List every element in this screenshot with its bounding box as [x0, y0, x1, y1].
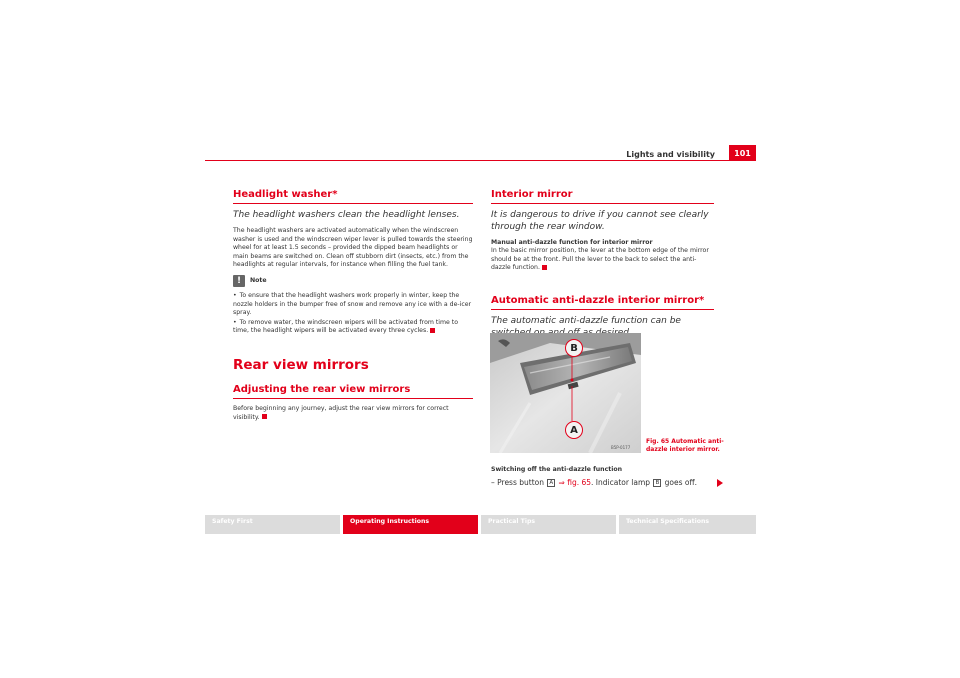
step-mid: . Indicator lamp — [591, 478, 651, 487]
headlight-washer-subtitle: The headlight washers clean the headlight lenses. — [233, 210, 460, 220]
switch-off-label: Switching off the anti-dazzle function — [491, 466, 622, 473]
callout-a: A — [565, 421, 583, 439]
page-number: 101 — [729, 145, 756, 161]
adjusting-mirrors-body — [233, 405, 473, 422]
mirror-figure — [490, 333, 641, 453]
tab-technical-specifications[interactable]: Technical Specifications — [619, 515, 756, 534]
step-end: goes off. — [664, 478, 698, 487]
auto-anti-dazzle-subtitle: The automatic anti-dazzle function can be — [491, 315, 681, 326]
interior-mirror-text: In the basic mirror position, the lever at the bottom edge of the mirror should be at the front. Pull the lever to the back to select the anti-dazzle function. — [491, 247, 709, 272]
step-prefix: – Press button — [491, 478, 544, 487]
manual-anti-dazzle-label: Manual anti-dazzle function for interior mirror — [491, 239, 653, 246]
interior-mirror-heading: Interior mirror — [491, 189, 573, 200]
tab-operating-instructions[interactable]: Operating Instructions — [343, 515, 478, 534]
bullet-text: To remove water, the windscreen wipers will be activated from time to time, the headlight wipers will be activated every three cycles. — [233, 318, 459, 335]
lamp-b-ref: B — [655, 480, 660, 486]
tab-practical-tips[interactable]: Practical Tips — [481, 515, 616, 534]
section-rule — [233, 398, 473, 399]
note-bullet-1 — [233, 292, 473, 318]
auto-anti-dazzle-heading: Automatic anti-dazzle interior mirror* — [491, 294, 705, 306]
switch-off-step — [491, 478, 697, 487]
rear-view-mirrors-heading: Rear view mirrors — [233, 356, 369, 373]
tab-safety-first[interactable]: Safety First — [205, 515, 340, 534]
interior-mirror-subtitle: It is dangerous to drive if you cannot see clearly through the rear window. — [491, 210, 709, 232]
figure-code: B5P-0177 — [611, 445, 631, 450]
end-mark-icon — [542, 265, 547, 270]
section-rule — [491, 203, 714, 204]
section-rule — [233, 203, 473, 204]
header-rule — [205, 160, 756, 161]
note-bullet-2 — [233, 319, 473, 336]
bullet-icon: • — [233, 318, 237, 326]
note-block — [233, 275, 473, 287]
section-rule — [491, 309, 714, 310]
left-column — [233, 189, 473, 422]
figure-caption: Fig. 65 Automatic anti-dazzle interior mirror. — [646, 438, 724, 453]
callout-b: B — [565, 339, 583, 357]
bullet-icon: • — [233, 291, 237, 299]
interior-mirror-body — [491, 247, 714, 273]
end-mark-icon — [430, 328, 435, 333]
continue-arrow-icon — [717, 479, 723, 487]
adjusting-mirrors-text: Before beginning any journey, adjust the rear view mirrors for correct visibility. — [233, 404, 449, 421]
note-label: Note — [250, 277, 267, 285]
button-a-ref: A — [549, 480, 554, 486]
bullet-text: To ensure that the headlight washers work properly in winter, keep the nozzle holders in the bumper free of snow and remove any ice with a de-icer spray. — [233, 291, 472, 317]
headlight-washer-heading: Headlight washer* — [233, 189, 338, 200]
right-column — [491, 189, 714, 339]
headlight-washer-body: The headlight washers are activated automatically when the windscreen washer is used and the windscreen wiper lever is pulled towards the steering wheel for at least 1.5 seconds – provided the dipped beam headlights or main beams are switched on. Clean off stubborn dirt (insects, etc.) from the headlights at regular intervals, for instance when filling the fuel tank. — [233, 227, 473, 269]
note-icon: ! — [233, 275, 245, 287]
adjusting-mirrors-heading: Adjusting the rear view mirrors — [233, 383, 411, 395]
end-mark-icon — [262, 414, 267, 419]
figure-link[interactable]: ⇒ fig. 65 — [558, 478, 592, 487]
running-header-title: Lights and visibility — [626, 150, 715, 159]
